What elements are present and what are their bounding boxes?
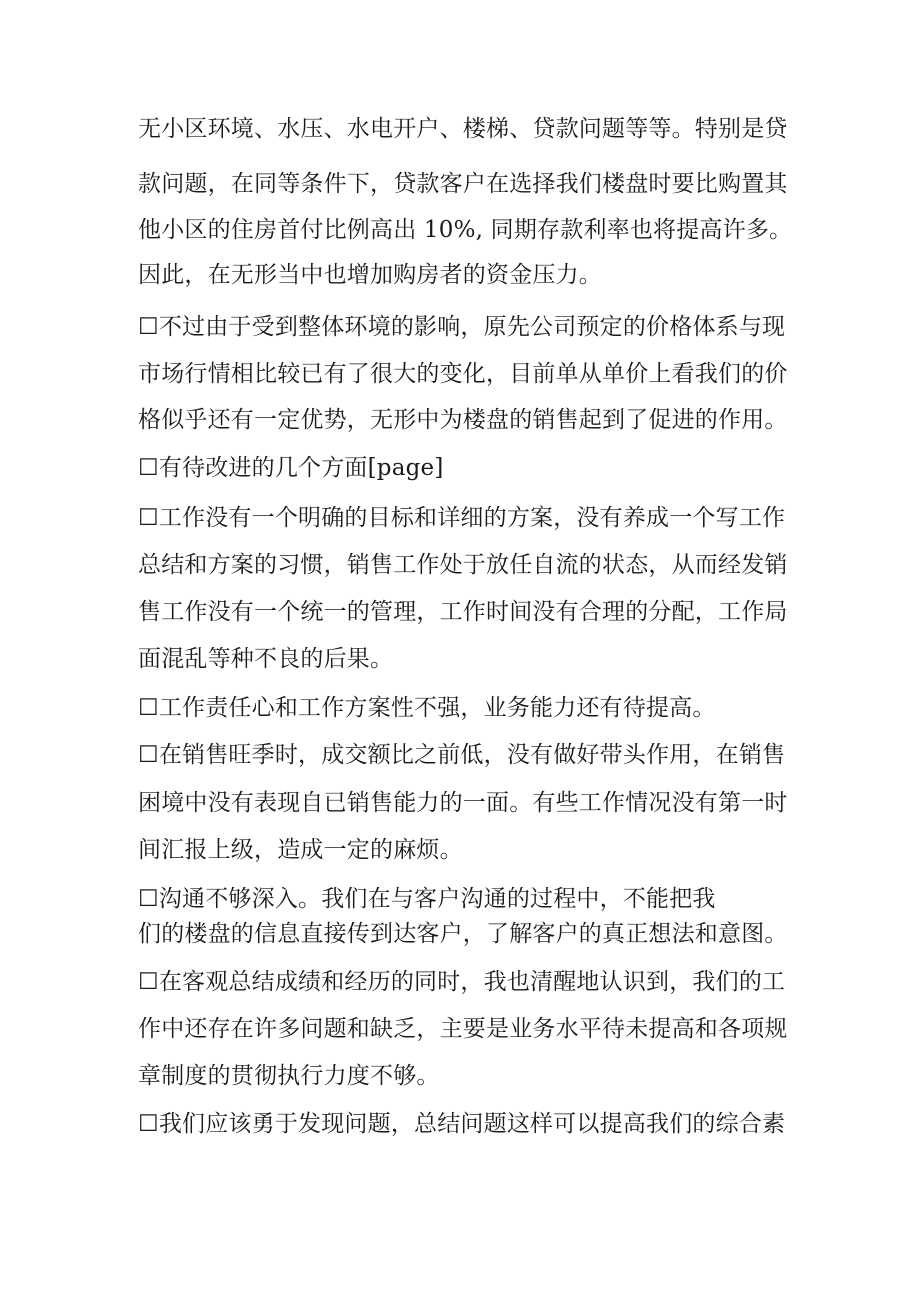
text-line: ☐在销售旺季时，成交额比之前低，没有做好带头作用，在销售 — [138, 742, 786, 768]
text-line: 们的楼盘的信息直接传到达客户，了解客户的真正想法和意图。 — [138, 921, 788, 947]
text-line: ☐我们应该勇于发现问题，总结问题这样可以提高我们的综合素 — [138, 1111, 786, 1137]
text-line: ☐在客观总结成绩和经历的同时，我也清醒地认识到，我们的工 — [138, 969, 786, 995]
text-line: 面混乱等种不良的后果。 — [138, 646, 394, 672]
text-line: 作中还存在许多问题和缺乏，主要是业务水平待未提高和各项规 — [138, 1016, 788, 1042]
text-line: ☐不过由于受到整体环境的影响，原先公司预定的价格体系与现 — [138, 314, 786, 340]
text-line: 格似乎还有一定优势，无形中为楼盘的销售起到了促进的作用。 — [138, 407, 788, 433]
text-line: ☐有待改进的几个方面[page] — [138, 455, 444, 481]
text-line: 章制度的贯彻执行力度不够。 — [138, 1063, 440, 1089]
text-line: 售工作没有一个统一的管理，工作时间没有合理的分配，工作局 — [138, 599, 788, 625]
text-line: 间汇报上级，造成一定的麻烦。 — [138, 837, 463, 863]
text-line: 困境中没有表现自已销售能力的一面。有些工作情况没有第一时 — [138, 790, 788, 816]
text-line: 因此，在无形当中也增加购房者的资金压力。 — [138, 262, 602, 288]
text-line: 总结和方案的习惯，销售工作处于放任自流的状态，从而经发销 — [138, 552, 788, 578]
text-line: ☐工作责任心和工作方案性不强，业务能力还有待提高。 — [138, 695, 716, 721]
text-line: 市场行情相比较已有了很大的变化，目前单从单价上看我们的价 — [138, 361, 788, 387]
text-line: ☐沟通不够深入。我们在与客户沟通的过程中，不能把我 — [138, 886, 716, 912]
text-line: 无小区环境、水压、水电开户、楼梯、贷款问题等等。特别是贷 — [138, 116, 788, 142]
text-line: ☐工作没有一个明确的目标和详细的方案，没有养成一个写工作 — [138, 505, 786, 531]
text-line: 款问题，在同等条件下，贷款客户在选择我们楼盘时要比购置其 — [138, 171, 788, 197]
text-line: 他小区的住房首付比例高出 10%, 同期存款利率也将提高许多。 — [138, 217, 793, 243]
